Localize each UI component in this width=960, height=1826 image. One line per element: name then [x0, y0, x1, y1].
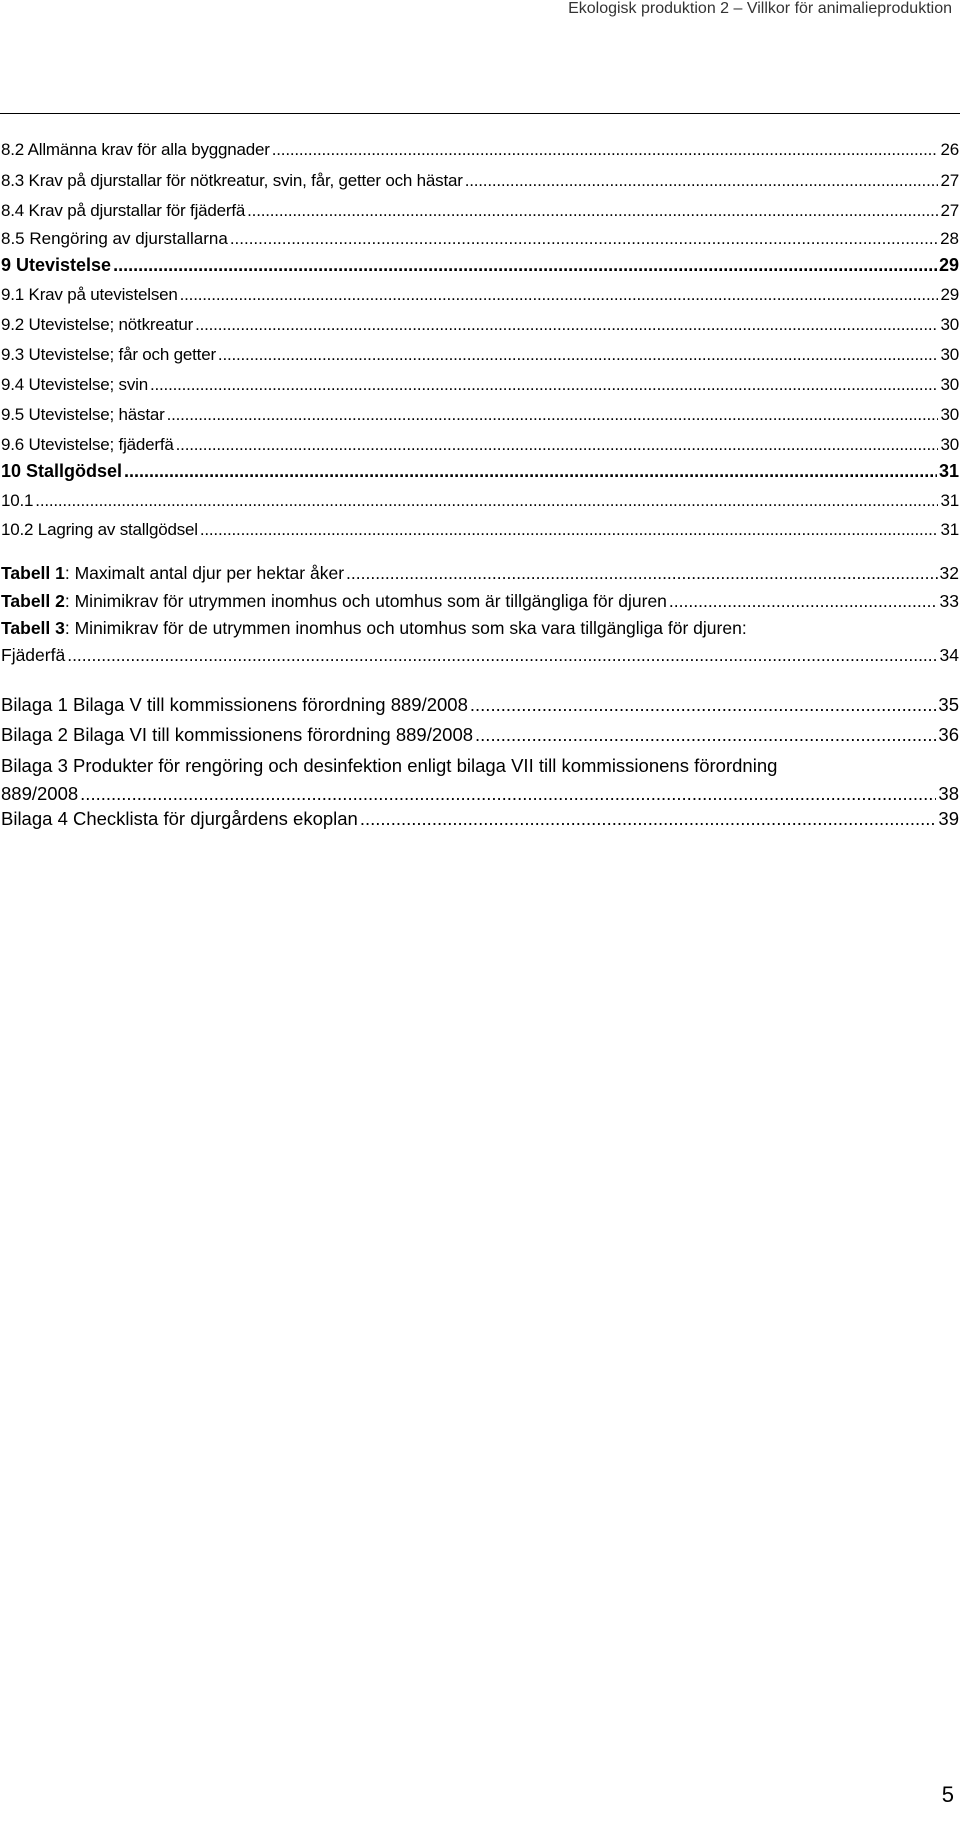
table-list-entry[interactable]: [1, 563, 959, 584]
dot-leader: [465, 171, 939, 191]
toc-entry[interactable]: [1, 461, 959, 482]
dot-leader: [475, 724, 936, 746]
toc-entry-title: 8.3 Krav på djurstallar för nötkreatur, svin, får, getter och hästar: [1, 171, 463, 190]
toc-entry-page: 27: [940, 171, 959, 190]
toc-entry-page: 28: [940, 229, 959, 248]
dot-leader: [67, 645, 937, 666]
toc-entry[interactable]: [1, 255, 959, 276]
header-rule: [0, 113, 960, 114]
table-label: Tabell 1: [1, 563, 65, 583]
toc-entry-page: 31: [940, 520, 959, 539]
dot-leader: [150, 375, 939, 395]
table-list-entry-first-line[interactable]: [1, 618, 747, 639]
dot-leader: [247, 201, 938, 221]
dot-leader: [360, 808, 937, 830]
toc-entry-title: 10.2 Lagring av stallgödsel: [1, 520, 198, 539]
dot-leader: [180, 285, 939, 305]
running-header: Ekologisk produktion 2 – Villkor för animalieproduktion: [568, 0, 952, 17]
dot-leader: [230, 229, 938, 249]
appendix-page: 35: [938, 694, 959, 715]
toc-entry-page: 30: [940, 435, 959, 454]
toc-entry[interactable]: [1, 140, 959, 160]
toc-entry-title: 9.1 Krav på utevistelsen: [1, 285, 178, 304]
toc-entry[interactable]: [1, 315, 959, 335]
appendix-entry-continuation[interactable]: [1, 783, 959, 805]
toc-entry-page: 31: [938, 461, 959, 481]
toc-entry-title: 9.4 Utevistelse; svin: [1, 375, 148, 394]
toc-entry-title: 9.3 Utevistelse; får och getter: [1, 345, 216, 364]
appendix-page: 38: [938, 783, 959, 804]
toc-entry[interactable]: [1, 201, 959, 221]
table-title: : Minimikrav för de utrymmen inomhus och utomhus som ska vara tillgängliga för djuren:: [64, 618, 747, 638]
toc-entry-title: 8.4 Krav på djurstallar för fjäderfä: [1, 201, 246, 220]
toc-entry-title: 8.5 Rengöring av djurstallarna: [1, 229, 228, 248]
toc-entry-page: 30: [940, 345, 959, 364]
toc-entry-title: 9.2 Utevistelse; nötkreatur: [1, 315, 194, 334]
toc-entry[interactable]: [1, 491, 959, 511]
dot-leader: [195, 315, 938, 335]
appendix-title-continuation: 889/2008: [1, 783, 79, 804]
table-label: Tabell 2: [1, 591, 65, 611]
dot-leader: [470, 694, 937, 716]
toc-entry[interactable]: [1, 229, 959, 249]
toc-entry[interactable]: [1, 435, 959, 455]
table-page: 34: [939, 645, 959, 665]
appendix-title: Bilaga 4 Checklista för djurgårdens ekoplan: [1, 808, 358, 829]
dot-leader: [35, 491, 938, 511]
toc-entry-page: 30: [940, 315, 959, 334]
toc-entry-title: 9 Utevistelse: [1, 255, 112, 275]
appendix-entry[interactable]: [1, 694, 959, 716]
dot-leader: [80, 783, 936, 805]
toc-entry-page: 29: [938, 255, 959, 275]
dot-leader: [669, 591, 938, 612]
toc-entry-title: 8.2 Allmänna krav för alla byggnader: [1, 140, 270, 159]
toc-entry-page: 29: [940, 285, 959, 304]
appendix-entry-first-line[interactable]: [1, 755, 777, 777]
appendix-entry[interactable]: [1, 808, 959, 830]
appendix-page: 36: [938, 724, 959, 745]
page-number: 5: [941, 1782, 954, 1807]
table-page: 32: [939, 563, 959, 583]
dot-leader: [272, 140, 939, 160]
toc-entry-title: 10.1: [1, 491, 34, 510]
table-label: Tabell 3: [1, 618, 65, 638]
table-title: : Minimikrav för utrymmen inomhus och utomhus som är tillgängliga för djuren: [64, 591, 667, 611]
toc-entry[interactable]: [1, 171, 959, 191]
toc-entry-page: 30: [940, 375, 959, 394]
table-title-continuation: Fjäderfä: [1, 645, 66, 665]
dot-leader: [218, 345, 939, 365]
toc-entry[interactable]: [1, 405, 959, 425]
appendix-title: Bilaga 2 Bilaga VI till kommissionens förordning 889/2008: [1, 724, 474, 745]
dot-leader: [176, 435, 939, 455]
toc-entry-page: 30: [940, 405, 959, 424]
toc-entry-page: 26: [940, 140, 959, 159]
dot-leader: [200, 520, 939, 540]
dot-leader: [346, 563, 938, 584]
toc-entry[interactable]: [1, 520, 959, 540]
toc-entry[interactable]: [1, 285, 959, 305]
toc-entry-title: 9.5 Utevistelse; hästar: [1, 405, 165, 424]
table-title: : Maximalt antal djur per hektar åker: [64, 563, 345, 583]
toc-entry-page: 31: [940, 491, 959, 510]
appendix-title: Bilaga 1 Bilaga V till kommissionens förordning 889/2008: [1, 694, 468, 715]
toc-entry[interactable]: [1, 375, 959, 395]
appendix-title: Bilaga 3 Produkter för rengöring och desinfektion enligt bilaga VII till kommissionens förordning: [1, 755, 778, 776]
table-list-entry-continuation[interactable]: [1, 645, 959, 666]
toc-entry[interactable]: [1, 345, 959, 365]
toc-entry-page: 27: [940, 201, 959, 220]
table-list-entry[interactable]: [1, 591, 959, 612]
toc-entry-title: 9.6 Utevistelse; fjäderfä: [1, 435, 174, 454]
appendix-page: 39: [938, 808, 959, 829]
table-page: 33: [939, 591, 959, 611]
toc-entry-title: 10 Stallgödsel: [1, 461, 123, 481]
dot-leader: [167, 405, 939, 425]
dot-leader: [124, 461, 937, 482]
dot-leader: [113, 255, 937, 276]
appendix-entry[interactable]: [1, 724, 959, 746]
